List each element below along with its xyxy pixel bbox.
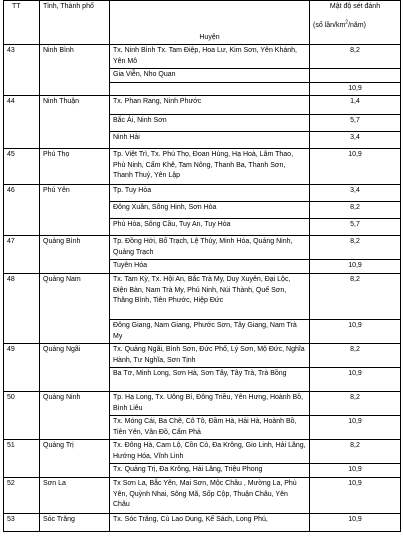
cell-density: 10,9 (310, 320, 401, 344)
cell-tt: 50 (4, 392, 40, 440)
cell-province: Quảng Ngãi (40, 344, 110, 392)
cell-density: 10,9 (310, 416, 401, 440)
cell-density: 8,2 (310, 344, 401, 368)
cell-district (110, 82, 310, 96)
cell-tt: 51 (4, 440, 40, 478)
table-body (4, 45, 401, 532)
cell-density: 5,7 (310, 219, 401, 236)
lightning-density-table (3, 0, 401, 532)
cell-density: 10,9 (310, 514, 401, 532)
cell-density: 8,2 (310, 202, 401, 219)
cell-tt: 48 (4, 274, 40, 344)
cell-tt: 43 (4, 45, 40, 96)
cell-density: 8,2 (310, 440, 401, 464)
table-row (4, 185, 401, 202)
cell-province: Quảng Nam (40, 274, 110, 344)
cell-density: 3,4 (310, 185, 401, 202)
cell-district: Tx. Sóc Trăng, Cù Lao Dung, Kế Sách, Long Phú, (110, 514, 310, 532)
cell-province: Quảng Bình (40, 236, 110, 274)
cell-district: Tp. Tuy Hòa (110, 185, 310, 202)
cell-tt: 44 (4, 96, 40, 149)
cell-province: Phú Thọ (40, 149, 110, 185)
cell-tt: 53 (4, 514, 40, 532)
header-district: Huyện (110, 1, 310, 45)
cell-density: 8,2 (310, 274, 401, 320)
cell-density: 10,9 (310, 368, 401, 392)
cell-district: Bắc Ái, Ninh Sơn (110, 115, 310, 132)
cell-density: 3,4 (310, 132, 401, 149)
cell-district: Phú Hòa, Sông Cầu, Tuy An, Tuy Hòa (110, 219, 310, 236)
cell-density: 8,2 (310, 236, 401, 260)
cell-district: Đông Xuân, Sông Hinh, Sơn Hòa (110, 202, 310, 219)
cell-province: Quảng Ninh (40, 392, 110, 440)
table-row (4, 45, 401, 69)
header-density-title: Mật độ sét đánh (329, 3, 381, 10)
table-row (4, 440, 401, 464)
table-row (4, 149, 401, 185)
table-row (4, 478, 401, 514)
cell-province: Ninh Thuận (40, 96, 110, 149)
table-row (4, 344, 401, 368)
cell-density: 8,2 (310, 392, 401, 416)
cell-density: 10,9 (310, 464, 401, 478)
cell-density: 1,4 (310, 96, 401, 115)
cell-district: Tp. Đồng Hới, Bố Trạch, Lệ Thủy, Minh Hóa, Quảng Ninh, Quảng Trạch (110, 236, 310, 260)
cell-district: Tx. Đông Hà, Cam Lộ, Cồn Cỏ, Đa Krông, Gio Linh, Hải Lăng, Hướng Hóa, Vĩnh Linh (110, 440, 310, 464)
table-row (4, 514, 401, 532)
cell-province: Quảng Trị (40, 440, 110, 478)
cell-density (310, 69, 401, 83)
cell-district: Tx. Phan Rang, Ninh Phước (110, 96, 310, 115)
cell-district: Tx. Tam Kỳ, Tx. Hội An, Bắc Trà My, Duy Xuyên, Đại Lộc, Điện Bàn, Nam Trà My, Phú Ninh, Núi Thành, Quế Sơn, Thăng Bình, Tiên Phước, Hiệp Đức (110, 274, 310, 320)
cell-density: 10,9 (310, 478, 401, 514)
cell-tt: 52 (4, 478, 40, 514)
table-row (4, 392, 401, 416)
cell-density: 10,9 (310, 260, 401, 274)
header-tt: TT (4, 1, 40, 45)
cell-district: Gia Viễn, Nho Quan (110, 69, 310, 83)
table-row (4, 274, 401, 320)
cell-tt: 49 (4, 344, 40, 392)
cell-district: Tx. Quảng Trị, Đa Krông, Hải Lăng, Triệu Phong (110, 464, 310, 478)
cell-density: 10,9 (310, 82, 401, 96)
cell-district: Tx. Quảng Ngãi, Bình Sơn, Đức Phổ, Lý Sơn, Mộ Đức, Nghĩa Hành, Tư Nghĩa, Sơn Tịnh (110, 344, 310, 368)
header-density (310, 1, 401, 45)
cell-district: Tuyên Hóa (110, 260, 310, 274)
cell-density: 5,7 (310, 115, 401, 132)
cell-tt: 46 (4, 185, 40, 236)
cell-district: Tx Sơn La, Bắc Yên, Mai Sơn, Mộc Châu , Mường La, Phù Yên, Quỳnh Nhai, Sông Mã, Sốp Cộp, Thuận Châu, Yên Châu (110, 478, 310, 514)
cell-tt: 47 (4, 236, 40, 274)
table-header (4, 1, 401, 45)
cell-province: Sóc Trăng (40, 514, 110, 532)
cell-district: Ninh Hải (110, 132, 310, 149)
header-province: Tỉnh, Thành phố (40, 1, 110, 45)
table-row (4, 96, 401, 115)
cell-district: Tp. Hạ Long, Tx. Uông Bí, Đông Triều, Yên Hưng, Hoành Bồ, Bình Liêu (110, 392, 310, 416)
cell-density: 10,9 (310, 149, 401, 185)
cell-province: Phú Yên (40, 185, 110, 236)
cell-district: Tx. Ninh Bình Tx. Tam Điệp, Hoa Lư, Kim Sơn, Yên Khánh, Yên Mô (110, 45, 310, 69)
cell-district: Đông Giang, Nam Giang, Phước Sơn, Tây Giang, Nam Trà My (110, 320, 310, 344)
cell-district: Ba Tơ, Minh Long, Sơn Hà, Sơn Tây, Tây Trà, Trà Bồng (110, 368, 310, 392)
table-row (4, 236, 401, 260)
cell-province: Sơn La (40, 478, 110, 514)
cell-tt: 45 (4, 149, 40, 185)
cell-district: Tx. Móng Cái, Ba Chẽ, Cô Tô, Đầm Hà, Hải Hà, Hoành Bồ, Tiên Yên, Vân Đồ, Cẩm Phả (110, 416, 310, 440)
header-density-unit: (số lần/$km^2/năm$) (313, 19, 366, 29)
cell-province: Ninh Bình (40, 45, 110, 96)
cell-density: 8,2 (310, 45, 401, 69)
cell-district: Tp. Việt Trì, Tx. Phú Thọ, Đoan Hùng, Hạ Hoà, Lâm Thao, Phù Ninh, Cẩm Khê, Tam Nông, Thanh Ba, Thanh Sơn, Thanh Thuỷ, Yên Lập (110, 149, 310, 185)
